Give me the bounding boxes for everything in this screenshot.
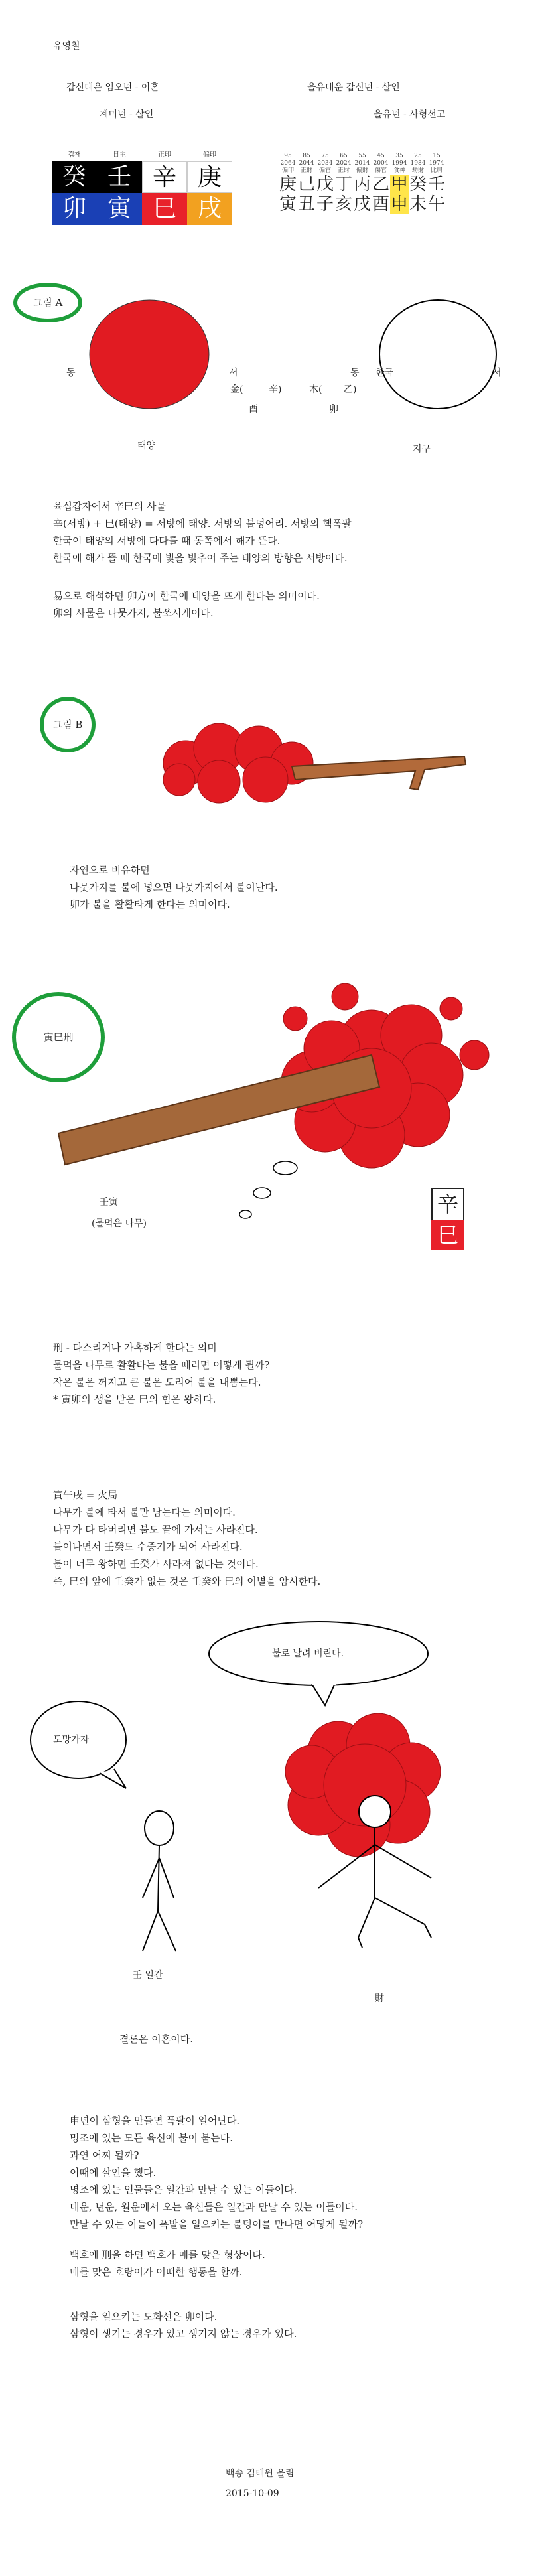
text-line: 한국에 해가 뜰 때 한국에 빛을 빛추어 주는 태양의 방향은 서방이다.	[53, 552, 348, 564]
figure-b-diagram	[0, 717, 546, 829]
text-line: 刑 - 다스리거나 가혹하게 한다는 의미	[53, 1342, 217, 1354]
text-line: 자연으로 비유하면	[70, 864, 150, 876]
wood-label: 木(	[309, 384, 322, 395]
saju-label: 日主	[113, 151, 126, 159]
text-line: 寅午戌 = 火局	[53, 1489, 118, 1501]
figure-d-diagram	[0, 1619, 546, 2031]
header-left-line2: 계미년 - 살인	[100, 109, 154, 120]
daeun-stem: 己	[297, 175, 315, 194]
daeun-column	[279, 153, 297, 214]
figure-c-tag: 寅巳刑	[43, 1031, 74, 1043]
stem-cell: 壬	[97, 161, 142, 193]
man-label: 壬 일간	[133, 1970, 163, 1981]
daeun-year: 2004	[373, 160, 389, 167]
xin-label: 辛)	[269, 384, 282, 395]
figure-c-caption1: 壬寅	[100, 1197, 118, 1208]
stem-cell: 癸	[52, 161, 97, 193]
daeun-branch: 亥	[334, 194, 352, 214]
man-figure	[143, 1811, 176, 1951]
footer-author: 백송 김태원 올림	[226, 2469, 295, 2479]
text-line: 결론은 이혼이다.	[119, 2033, 193, 2045]
figure-a-diagram	[0, 292, 546, 465]
xin-box: 辛	[431, 1188, 464, 1220]
text-line: 매를 맞은 호랑이가 어떠한 행동을 할까.	[70, 2266, 243, 2278]
daeun-age: 95	[284, 153, 292, 159]
daeun-stem: 癸	[409, 175, 427, 194]
paragraph-6	[70, 2112, 363, 2233]
daeun-column	[316, 153, 334, 214]
daeun-stem: 乙	[372, 175, 389, 194]
text-line: 申년이 삼형을 만들면 폭팔이 일어난다.	[70, 2115, 240, 2127]
stem-cell: 辛	[142, 161, 187, 193]
you-label: 酉	[249, 404, 258, 415]
header-right-line1: 을유대운 갑신년 - 살인	[307, 82, 400, 93]
branch-b	[292, 756, 466, 790]
text-line: 卯의 사물은 나뭇가지, 불쏘시게이다.	[53, 607, 214, 619]
xin-si-box	[431, 1188, 464, 1250]
daeun-ten-god: 正財	[300, 167, 312, 174]
text-line: 이때에 살인을 했다.	[70, 2167, 157, 2179]
yi-label: 乙)	[344, 384, 357, 395]
text-line: 명조에 있는 모든 육신에 불이 붙는다.	[70, 2132, 233, 2144]
paragraph-3	[70, 861, 278, 913]
daeun-age: 85	[303, 153, 310, 159]
daeun-stem: 丁	[334, 175, 352, 194]
earth-name: 지구	[413, 444, 431, 455]
mao-label: 卯	[329, 404, 338, 415]
daeun-column	[390, 153, 409, 214]
thought-dots	[239, 1161, 297, 1218]
daeun-year: 2034	[317, 160, 333, 167]
daeun-age: 15	[433, 153, 441, 159]
saju-chart	[52, 149, 232, 225]
daeun-stem: 戊	[316, 175, 334, 194]
daeun-ten-god: 偏官	[318, 167, 331, 174]
figure-a-tag: 그림 A	[33, 297, 63, 309]
earth-west: 서	[492, 368, 502, 378]
daeun-branch: 寅	[279, 194, 297, 214]
text-line: 과연 어찌 될까?	[70, 2149, 139, 2161]
earth-circle	[379, 300, 496, 409]
daeun-column	[409, 153, 427, 214]
text-line: 나무가 다 타버리면 불도 끝에 가서는 사라진다.	[53, 1524, 258, 1536]
daeun-stem: 庚	[279, 175, 297, 194]
author-title: 유영철	[53, 41, 80, 52]
daeun-age: 55	[358, 153, 366, 159]
daeun-column	[297, 153, 316, 214]
daeun-ten-god: 偏印	[281, 167, 294, 174]
daeun-ten-god: 比肩	[430, 167, 443, 174]
paragraph-4	[53, 1339, 269, 1408]
small-bubble-text: 도망가자	[53, 1735, 90, 1745]
daeun-ten-god: 偏財	[356, 167, 368, 174]
saju-label: 겁재	[68, 151, 81, 159]
stem-cell: 庚	[187, 161, 232, 193]
text-line: 물먹을 나무로 활활타는 불을 때리면 어떻게 될까?	[53, 1359, 270, 1371]
daeun-ten-god: 食神	[393, 167, 405, 174]
sun-west: 서	[229, 368, 238, 378]
saju-label: 偏印	[203, 151, 216, 159]
daeun-ten-god: 劫財	[411, 167, 424, 174]
paragraph-8	[70, 2308, 297, 2342]
text-line: 만날 수 있는 이들이 폭발을 일으키는 불덩이를 만나면 어떻게 될까?	[70, 2218, 364, 2230]
text-line: 나무가 불에 타서 불만 남는다는 의미이다.	[53, 1506, 236, 1518]
daeun-column	[334, 153, 353, 214]
korea-label: 한국	[375, 368, 394, 378]
daeun-age: 25	[414, 153, 422, 159]
sun-name: 태양	[137, 441, 156, 451]
text-line: 즉, 巳의 앞에 壬癸가 없는 것은 壬癸와 巳의 이별을 암시한다.	[53, 1575, 321, 1587]
fire-cloud-b	[163, 723, 313, 803]
daeun-branch: 丑	[297, 194, 315, 214]
daeun-stem: 甲	[390, 175, 408, 194]
text-line: * 寅卯의 생을 받은 巳의 힘은 왕하다.	[53, 1394, 216, 1405]
si-box: 巳	[431, 1220, 464, 1250]
daeun-branch: 子	[316, 194, 334, 214]
daeun-age: 65	[340, 153, 348, 159]
daeun-age: 35	[395, 153, 403, 159]
daeun-stem: 壬	[427, 175, 445, 194]
daeun-year: 2014	[354, 160, 370, 167]
daeun-year: 2044	[299, 160, 314, 167]
big-bubble-text: 불로 날려 버린다.	[272, 1648, 344, 1659]
header-right-line2: 을유년 - 사형선고	[374, 109, 446, 120]
text-line: 易으로 해석하면 卯方이 한국에 태양을 뜨게 한다는 의미이다.	[53, 590, 320, 602]
earth-east: 동	[350, 368, 360, 378]
text-line: 한국이 태양의 서방에 다다를 때 동쪽에서 해가 뜬다.	[53, 535, 281, 547]
text-line: 불이 너무 왕하면 壬癸가 사라져 없다는 것이다.	[53, 1558, 259, 1570]
text-line: 명조에 있는 인물들은 일간과 만날 수 있는 이들이다.	[70, 2184, 297, 2196]
paragraph-5	[53, 1486, 320, 1590]
branch-cell: 卯	[52, 193, 97, 225]
daeun-ten-god: 傷官	[374, 167, 387, 174]
daeun-year: 2024	[336, 160, 352, 167]
daeun-column	[427, 153, 446, 214]
daeun-age: 75	[321, 153, 329, 159]
text-line: 나뭇가지를 불에 넣으면 나뭇가지에서 불이난다.	[70, 881, 278, 893]
branch-cell: 寅	[97, 193, 142, 225]
text-line: 육십갑자에서 辛巳의 사물	[53, 500, 166, 512]
paragraph-2	[53, 587, 320, 622]
daeun-branch: 未	[409, 194, 427, 214]
daeun-branch: 戌	[353, 194, 371, 214]
daeun-year: 1974	[429, 160, 444, 167]
daeun-column	[353, 153, 372, 214]
daeun-table	[279, 153, 498, 214]
branch-cell: 戌	[187, 193, 232, 225]
text-line: 불이나면서 壬癸도 수증기가 되어 사라진다.	[53, 1541, 243, 1553]
daeun-stem: 丙	[353, 175, 371, 194]
paragraph-7	[70, 2246, 265, 2281]
header-left-line1: 갑신대운 임오년 - 이혼	[66, 82, 159, 93]
saju-label: 正印	[158, 151, 171, 159]
daeun-column	[372, 153, 390, 214]
text-line: 卯가 불을 활활타게 한다는 의미이다.	[70, 898, 230, 910]
sun-east: 동	[66, 368, 76, 378]
metal-label: 金(	[230, 384, 243, 395]
daeun-branch: 酉	[372, 194, 389, 214]
text-line: 백호에 刑을 하면 백호가 매를 맞은 형상이다.	[70, 2249, 265, 2261]
fire-label: 財	[375, 1993, 384, 2004]
daeun-year: 2064	[280, 160, 296, 167]
text-line: 삼형을 일으키는 도화선은 卯이다.	[70, 2311, 218, 2323]
text-line: 작은 불은 꺼지고 큰 불은 도리어 불을 내뿜는다.	[53, 1376, 261, 1388]
conclusion	[119, 2031, 193, 2048]
daeun-branch: 午	[427, 194, 445, 214]
daeun-ten-god: 正財	[337, 167, 350, 174]
text-line: 대운, 년운, 월운에서 오는 육신들은 일간과 만날 수 있는 이들이다.	[70, 2201, 358, 2213]
daeun-year: 1984	[410, 160, 426, 167]
sun-circle	[90, 300, 209, 409]
figure-c-caption2: (물먹은 나무)	[92, 1218, 147, 1229]
branch-cell: 巳	[142, 193, 187, 225]
paragraph-1	[53, 498, 352, 567]
text-line: 辛(서방) + 巳(태양) = 서방에 태양. 서방의 불덩어리. 서방의 핵폭팔	[53, 518, 352, 530]
figure-b-tag: 그림 B	[52, 719, 83, 731]
text-line: 삼형이 생기는 경우가 있고 생기지 않는 경우가 있다.	[70, 2328, 297, 2340]
fire-person	[285, 1713, 441, 1857]
daeun-year: 1994	[391, 160, 407, 167]
footer-date: 2015-10-09	[226, 2488, 279, 2499]
daeun-branch: 申	[390, 194, 408, 214]
daeun-age: 45	[377, 153, 385, 159]
